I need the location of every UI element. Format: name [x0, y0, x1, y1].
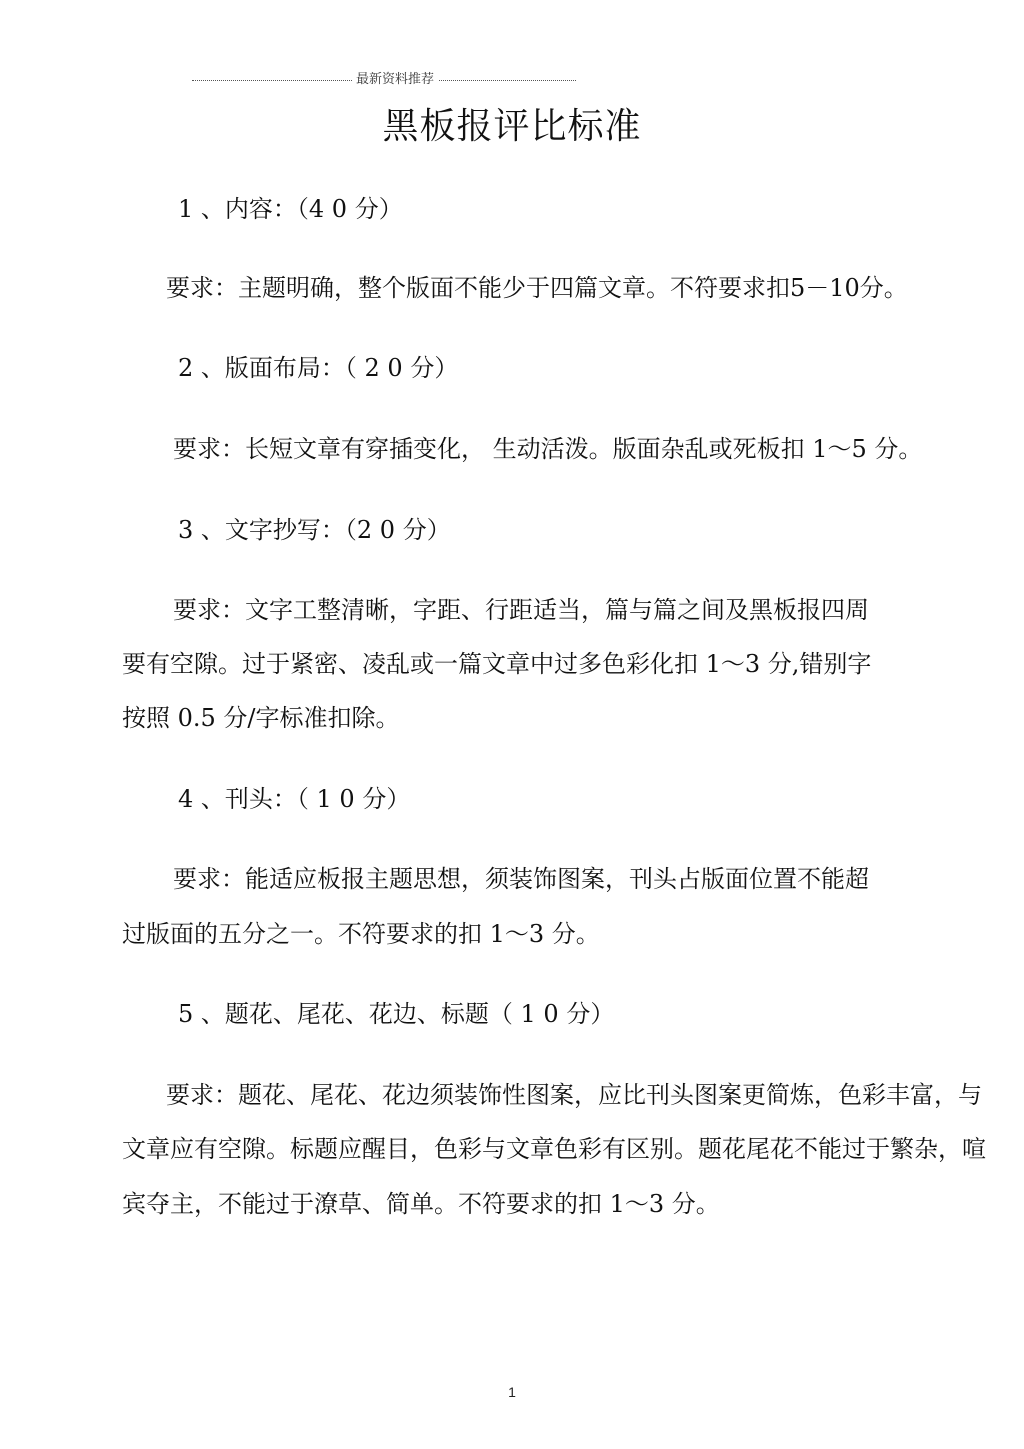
- section-5-requirement-line-2: 文章应有空隙。标题应醒目，色彩与文章色彩有区别。题花尾花不能过于繁杂，喧: [122, 1135, 986, 1163]
- header-label: 最新资料推荐: [352, 70, 438, 90]
- section-3-requirement-line-3: 按照 0.5 分/字标准扣除。: [122, 704, 400, 732]
- page-title: 黑板报评比标准: [382, 106, 642, 147]
- page-number: 1: [508, 1384, 516, 1400]
- section-3-heading: 3 、文字抄写：（2 0 分）: [178, 516, 451, 544]
- section-1-requirement-line-1: 要求：主题明确，整个版面不能少于四篇文章。不符要求扣5－10分。: [166, 274, 908, 302]
- section-1-heading: 1 、内容：（4 0 分）: [178, 195, 403, 223]
- section-5-requirement-line-3: 宾夺主，不能过于潦草、简单。不符要求的扣 1～3 分。: [122, 1190, 720, 1218]
- section-2-requirement-line-1: 要求：长短文章有穿插变化， 生动活泼。版面杂乱或死板扣 1～5 分。: [173, 435, 923, 463]
- section-4-requirement-line-2: 过版面的五分之一。不符要求的扣 1～3 分。: [122, 920, 600, 948]
- section-4-requirement-line-1: 要求：能适应板报主题思想，须装饰图案，刊头占版面位置不能超: [173, 865, 869, 893]
- section-5-requirement-line-1: 要求：题花、尾花、花边须装饰性图案，应比刊头图案更简炼，色彩丰富，与: [166, 1081, 982, 1109]
- section-2-heading: 2 、版面布局：（ 2 0 分）: [178, 354, 459, 382]
- section-4-heading: 4 、刊头：（ 1 0 分）: [178, 785, 411, 813]
- section-3-requirement-line-2: 要有空隙。过于紧密、凌乱或一篇文章中过多色彩化扣 1～3 分,错别字: [122, 650, 872, 678]
- section-3-requirement-line-1: 要求：文字工整清晰，字距、行距适当，篇与篇之间及黑板报四周: [173, 596, 869, 624]
- section-5-heading: 5 、题花、尾花、花边、标题（ 1 0 分）: [178, 1000, 615, 1028]
